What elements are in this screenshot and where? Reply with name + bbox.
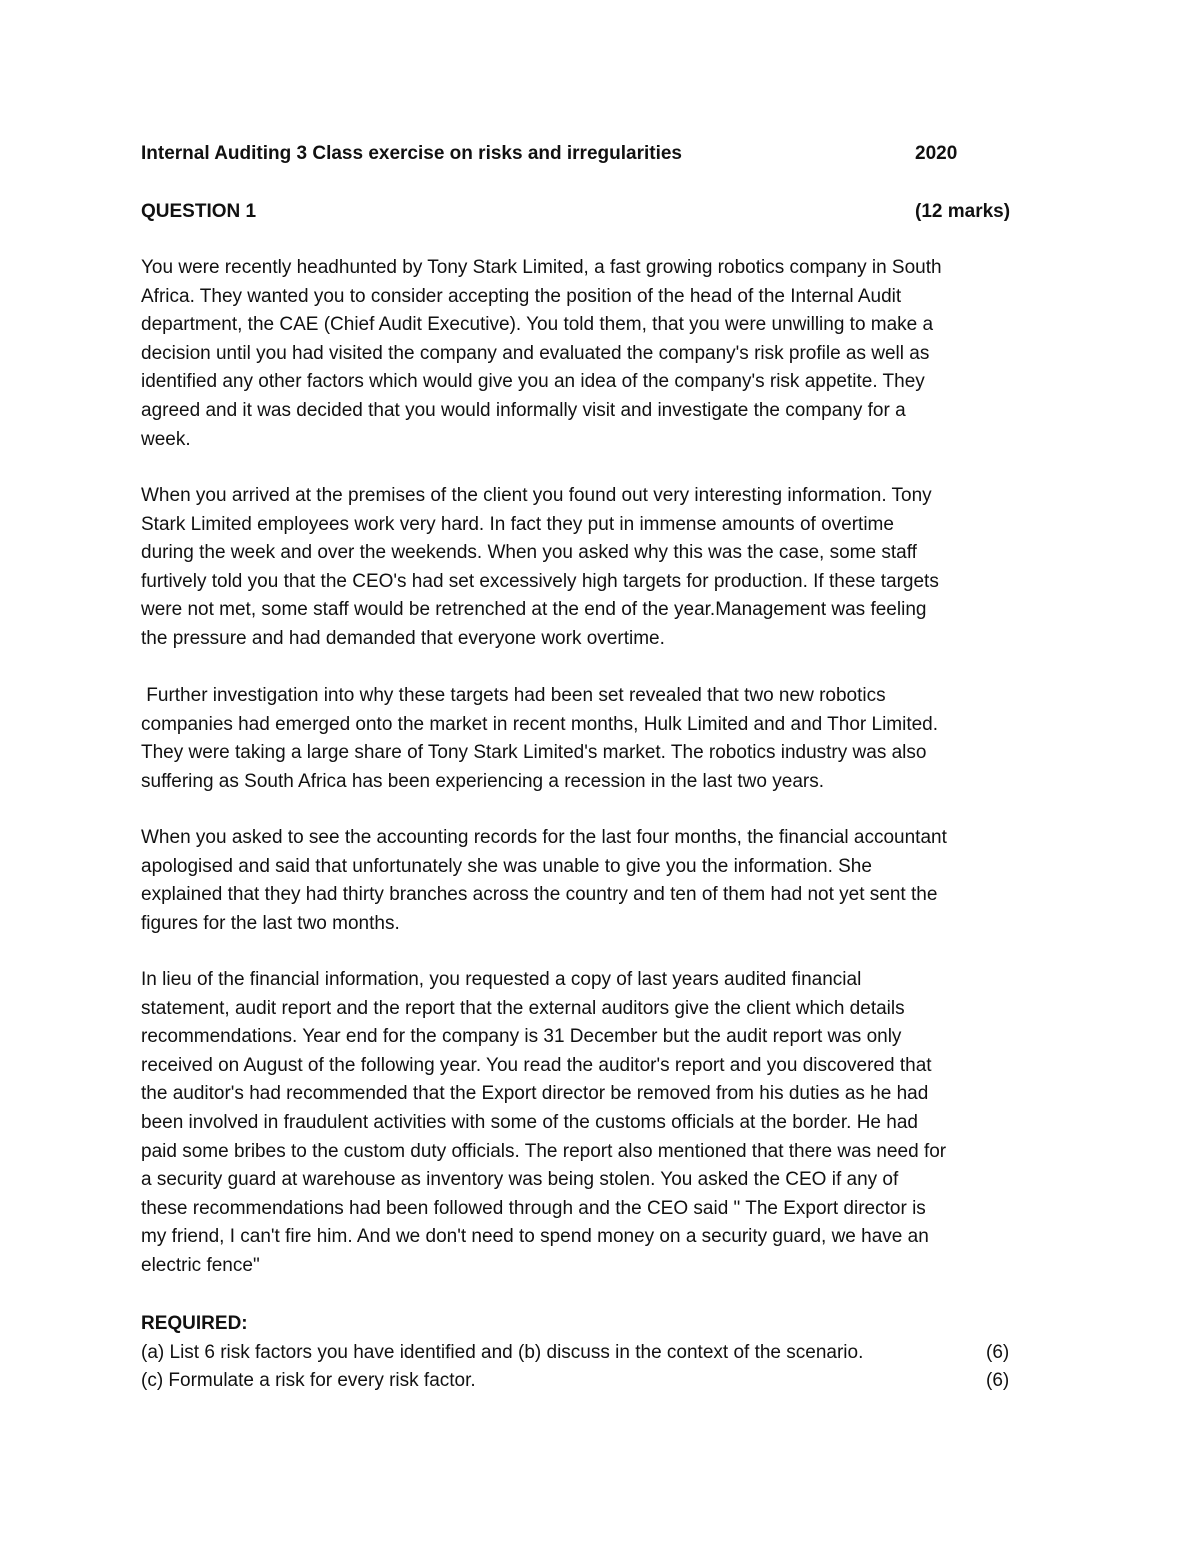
- paragraph-line: Stark Limited employees work very hard. In fact they put in immense amounts of overtime: [141, 513, 894, 535]
- paragraph-line: statement, audit report and the report that the external auditors give the client which details: [141, 997, 905, 1019]
- paragraph-line: during the week and over the weekends. When you asked why this was the case, some staff: [141, 542, 917, 564]
- required-heading: REQUIRED:: [141, 1313, 248, 1334]
- required-item-c: (c) Formulate a risk for every risk factor.: [141, 1370, 476, 1391]
- paragraph-5: [141, 966, 1071, 1281]
- paragraph-line: decision until you had visited the company and evaluated the company's risk profile as well as: [141, 342, 930, 364]
- paragraph-line: suffering as South Africa has been experiencing a recession in the last two years.: [141, 770, 824, 792]
- paragraph-line: these recommendations had been followed through and the CEO said " The Export director is: [141, 1197, 926, 1219]
- paragraph-3: [141, 682, 1071, 796]
- paragraph-line: You were recently headhunted by Tony Stark Limited, a fast growing robotics company in South: [141, 257, 942, 278]
- paragraph-line: my friend, I can't fire him. And we don't need to spend money on a security guard, we have an: [141, 1226, 929, 1248]
- paragraph-line: Africa. They wanted you to consider accepting the position of the head of the Internal Audit: [141, 285, 902, 307]
- paragraph-line: recommendations. Year end for the company is 31 December but the audit report was only: [141, 1026, 902, 1048]
- paragraph-line: companies had emerged onto the market in recent months, Hulk Limited and and Thor Limited.: [141, 713, 939, 735]
- paragraph-line: were not met, some staff would be retrenched at the end of the year.Management was feeling: [141, 599, 927, 621]
- paragraph-line: received on August of the following year. You read the auditor's report and you discovered that: [141, 1054, 932, 1076]
- required-item-a-b: (a) List 6 risk factors you have identified and (b) discuss in the context of the scenario.: [141, 1342, 864, 1363]
- paragraph-line: Further investigation into why these targets had been set revealed that two new robotics: [141, 685, 886, 706]
- paragraph-line: the auditor's had recommended that the Export director be removed from his duties as he had: [141, 1083, 929, 1105]
- required-item-a-b-marks: (6): [986, 1342, 1010, 1363]
- paragraph-line: When you asked to see the accounting records for the last four months, the financial accountant: [141, 827, 947, 848]
- paragraph-line: been involved in fraudulent activities with some of the customs officials at the border. He had: [141, 1111, 918, 1133]
- paragraph-line: furtively told you that the CEO's had set excessively high targets for production. If these targets: [141, 570, 939, 592]
- paragraph-line: the pressure and had demanded that everyone work overtime.: [141, 627, 665, 649]
- paragraph-1: [141, 254, 1071, 454]
- paragraph-line: a security guard at warehouse as inventory was being stolen. You asked the CEO if any of: [141, 1169, 899, 1191]
- paragraph-line: electric fence": [141, 1254, 260, 1276]
- document-title: Internal Auditing 3 Class exercise on risks and irregularities: [141, 143, 682, 164]
- paragraph-2: [141, 482, 1071, 654]
- paragraph-line: identified any other factors which would give you an idea of the company's risk appetite. They: [141, 371, 925, 393]
- question-label: QUESTION 1: [141, 201, 257, 222]
- paragraph-line: week.: [141, 428, 191, 450]
- paragraph-line: They were taking a large share of Tony Stark Limited's market. The robotics industry was also: [141, 742, 927, 764]
- paragraph-4: [141, 824, 1071, 938]
- paragraph-line: department, the CAE (Chief Audit Executive). You told them, that you were unwilling to make a: [141, 314, 934, 336]
- document-year: 2020: [915, 143, 958, 164]
- required-item-c-marks: (6): [986, 1370, 1010, 1391]
- paragraph-line: explained that they had thirty branches across the country and ten of them had not yet sent the: [141, 884, 938, 906]
- paragraph-line: When you arrived at the premises of the client you found out very interesting information. Tony: [141, 485, 932, 506]
- paragraph-line: In lieu of the financial information, you requested a copy of last years audited financial: [141, 969, 862, 990]
- paragraph-line: paid some bribes to the custom duty officials. The report also mentioned that there was need for: [141, 1140, 947, 1162]
- paragraph-line: agreed and it was decided that you would informally visit and investigate the company for a: [141, 399, 906, 421]
- question-marks: (12 marks): [915, 201, 1011, 222]
- paragraph-line: figures for the last two months.: [141, 912, 400, 934]
- paragraph-line: apologised and said that unfortunately she was unable to give you the information. She: [141, 855, 872, 877]
